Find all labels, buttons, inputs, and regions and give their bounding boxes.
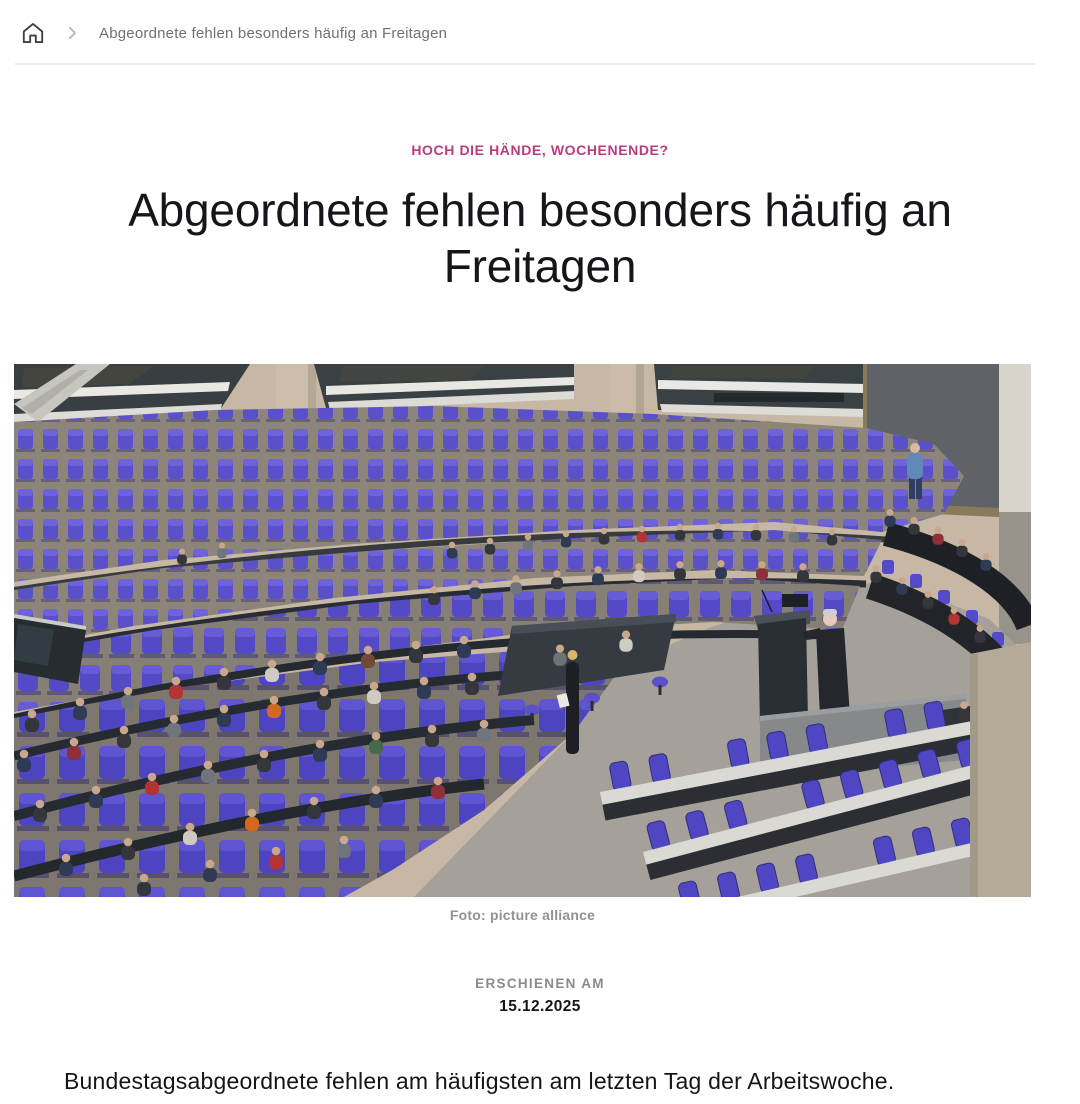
divider (15, 63, 1035, 65)
article (0, 142, 1080, 1097)
article-photo (14, 364, 1031, 923)
chevron-right-icon (68, 26, 77, 40)
article-paragraph: Bundestagsabgeordnete fehlen am häufigsten am letzten Tag der Arbeitswoche. (64, 1068, 895, 1095)
photo-caption: Foto: picture alliance (449, 907, 596, 924)
published-block (0, 976, 1080, 1016)
article-headline: Abgeordnete fehlen besonders häufig an Freitagen (128, 184, 952, 293)
home-icon[interactable] (20, 20, 46, 46)
published-date: 15.12.2025 (499, 998, 581, 1016)
article-kicker: HOCH DIE HÄNDE, WOCHENENDE? (411, 142, 669, 158)
breadcrumb-current: Abgeordnete fehlen besonders häufig an Freitagen (99, 24, 448, 42)
published-label: ERSCHIENEN AM (475, 976, 605, 992)
bundestag-plenary-photo (14, 364, 1031, 897)
breadcrumb (0, 0, 1080, 50)
